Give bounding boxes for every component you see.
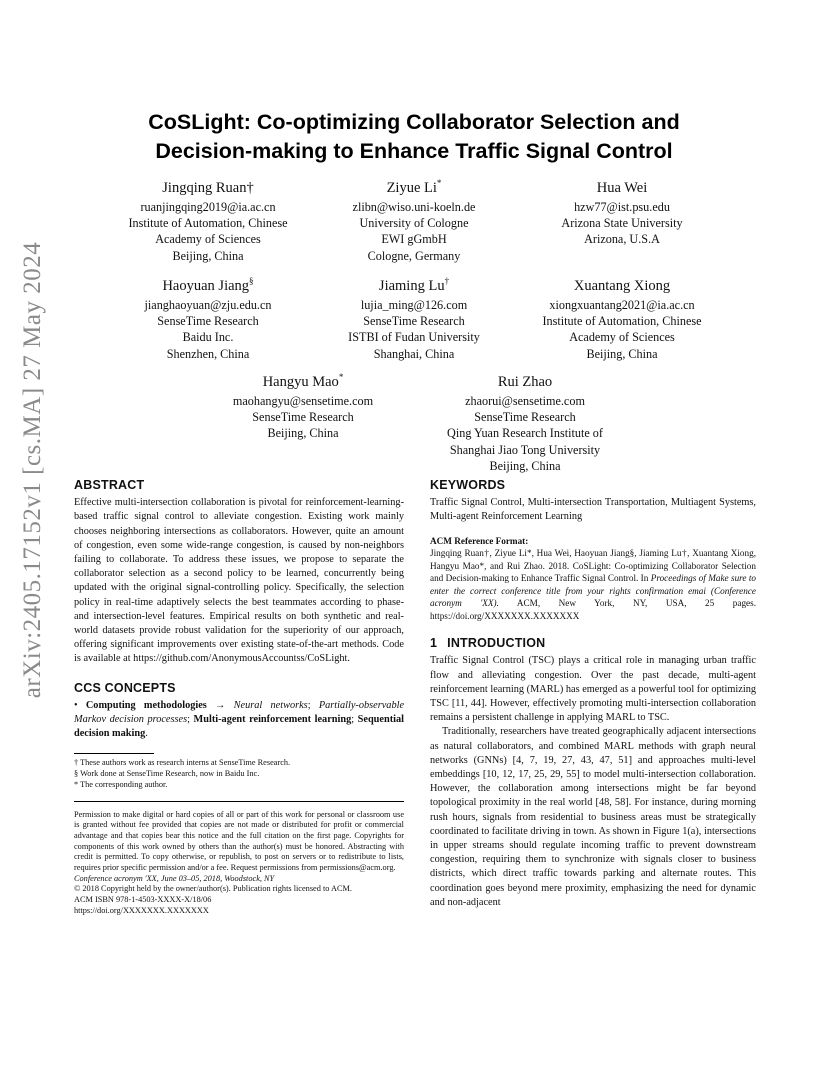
author-location: Beijing, China [586,346,658,361]
reference-format-text: Jingqing Ruan†, Ziyue Li*, Hua Wei, Haoyuan Jiang§, Jiaming Lu†, Xuantang Xiong, Hangyu Mao*, and Rui Zhao. 2018. CoSLight: Co-optimizing Collaborator Selection and Decision-making to Enhance Traffic Signal Control. In Proceedings of Make sure to enter the correct conference title from your rights confirmation emai (Conference acronym 'XX). ACM, New York, NY, USA, 25 pages. https://doi.org/XXXXXXX.XXXXXXX [430,548,756,621]
author-affiliation: Academy of Sciences [569,330,675,345]
author-affiliation: SenseTime Research [157,314,259,329]
author-block [314,174,514,264]
author-location: Shanghai, China [373,346,455,361]
arxiv-identifier-stamp [18,241,48,699]
right-column [430,478,756,910]
footnote: § Work done at SenseTime Research, now in Baidu Inc. [74,769,260,779]
author-affiliation: University of Cologne [359,216,469,231]
author-affiliation: Institute of Automation, Chinese [542,314,702,329]
author-block [522,174,722,248]
copyright-notice: © 2018 Copyright held by the owner/author(s). Publication rights licensed to ACM. [74,884,352,894]
isbn: ACM ISBN 978-1-4503-XXXX-X/18/06 [74,895,212,905]
intro-paragraph: Traffic Signal Control (TSC) plays a critical role in managing urban traffic flow and alleviating congestion. Over the past decade, multi-agent reinforcement learning (MARL) has emerged as a powerful tool for optimizing TSC [11, 44]. However, effectively promoting multi-intersection collaboration remains a persistent challenge in applying MARL to TSC. [430,655,756,724]
reference-format-heading: ACM Reference Format: [430,535,529,546]
keywords-heading: KEYWORDS [430,478,506,492]
author-name: Haoyuan Jiang§ [162,276,254,294]
author-name: Hua Wei [596,179,648,196]
doi-link: https://doi.org/XXXXXXX.XXXXXXX [74,905,209,915]
author-email: zhaorui@sensetime.com [465,393,585,408]
author-email: jianghaoyuan@zju.edu.cn [144,297,272,312]
introduction-heading: 1 INTRODUCTION [430,636,546,651]
footnote: * The corresponding author. [74,779,168,789]
permission-rule [74,801,404,802]
author-affiliation: Qing Yuan Research Institute of [447,426,603,441]
permission-text: Permission to make digital or hard copies of all or part of this work for personal or classroom use is granted without fee provided that copies are not made or distributed for profit or commercial advantage and that copies bear this notice and the full citation on the first page. Copyrights for components of this work owned by others than the author(s) must be honored. Abstracting with credit is permitted. To copy otherwise, or republish, to post on servers or to redistribute to lists, requires prior specific permission and/or a fee. Request permissions from permissions@acm.org. [74,809,404,873]
author-name: Ziyue Li* [386,178,442,196]
author-name: Xuantang Xiong [573,277,671,294]
author-affiliation: Academy of Sciences [155,232,261,247]
author-block [108,272,308,362]
author-name: Jiaming Lu† [378,276,450,294]
author-name: Jingqing Ruan† [162,179,254,196]
footnote-rule [74,753,154,754]
author-email: xiongxuantang2021@ia.ac.cn [549,297,695,312]
author-name: Hangyu Mao* [262,372,344,390]
arxiv-stamp-text: arXiv:2405.17152v1 [cs.MA] 27 May 2024 [19,241,47,699]
author-block [203,368,403,442]
footnote: † These authors work as research interns at SenseTime Research. [74,758,291,768]
conference-info: Conference acronym 'XX, June 03–05, 2018, Woodstock, NY [74,873,275,883]
author-block [522,272,722,362]
author-location: Beijing, China [172,248,244,263]
author-email: zlibn@wiso.uni-koeln.de [352,199,476,214]
author-affiliation: SenseTime Research [252,410,354,425]
intro-paragraph: Traditionally, researchers have treated geographically adjacent intersections as natural collaborators, and combined MARL methods with graph neural networks (GNNs) [4, 7, 19, 27, 43, 47, 51] and approaches multi-level embeddings [10, 12, 17, 25, 29, 55] to model multi-intersection collaboration. However, the collaboration among intersections might be far beyond topological proximity in the real world [48, 58]. For instance, during morning rush hours, signals from residential to business areas must be strategically coordinated to facilitate driving in town. As shown in Figure 1(a), intersections in upper streams should regulate incoming traffic to prevent downstream congestion, requiring them to synchronize with signals closer to business districts, which direct traffic towards parking and alternate routes. This coordination goes beyond mere proximity, emphasizing the need for dynamic and non-adjacent [430,726,756,908]
author-affiliation: Institute of Automation, Chinese [128,216,288,231]
author-block [425,368,625,474]
author-block [108,174,308,264]
author-email: lujia_ming@126.com [360,297,468,312]
author-email: maohangyu@sensetime.com [232,393,374,408]
title-line-2: Decision-making to Enhance Traffic Signal Control [155,139,673,163]
paper-title [74,108,754,166]
author-location: Shenzhen, China [166,346,250,361]
author-email: hzw77@ist.psu.edu [574,199,670,214]
author-affiliation: EWI gGmbH [381,232,447,247]
author-affiliation: SenseTime Research [474,410,576,425]
author-name: Rui Zhao [497,373,553,390]
author-block [314,272,514,362]
author-affiliation: Arizona State University [561,216,683,231]
author-location: Arizona, U.S.A [584,232,660,247]
author-email: ruanjingqing2019@ia.ac.cn [140,199,276,214]
author-location: Beijing, China [267,426,339,441]
author-affiliation: ISTBI of Fudan University [348,330,480,345]
reference-format [430,535,756,623]
abstract-heading: ABSTRACT [74,478,145,492]
abstract-text: Effective multi-intersection collaboration is pivotal for reinforcement-learning-based traffic signal control to alleviate congestion. Existing work mainly chooses neighboring intersections as collaborators. However, quite an amount of congestion, even some wide-range congestion, is caused by non-neighbors failing to collaborate. To address these issues, we propose to separate the collaborator selection as a second policy to be learned, concurrently being updated with the original signal-controlling policy. Specifically, the selection policy in real-time adaptively selects the best teammates according to phase- and intersection-level features. Empirical results on both synthetic and real-world datasets provide robust validation for the superiority of our approach, offering significant improvements over existing state-of-the-art methods. Code is available at https://github.com/AnonymousAccountss/CoSLight. [74,497,404,665]
author-location: Beijing, China [489,459,561,474]
author-affiliation: Baidu Inc. [182,330,234,345]
left-column [74,478,404,917]
author-location: Cologne, Germany [367,248,461,263]
keywords-text: Traffic Signal Control, Multi-intersection Transportation, Multiagent Systems, Multi-agent Reinforcement Learning [430,497,756,523]
ccs-text: • Computing methodologies → Neural networks; Partially-observable Markov decision processes; Multi-agent reinforcement learning; Sequential decision making. [74,699,405,740]
author-affiliation: Shanghai Jiao Tong University [449,442,601,457]
author-affiliation: SenseTime Research [363,314,465,329]
ccs-heading: CCS CONCEPTS [74,680,176,695]
title-line-1: CoSLight: Co-optimizing Collaborator Selection and [148,110,680,134]
